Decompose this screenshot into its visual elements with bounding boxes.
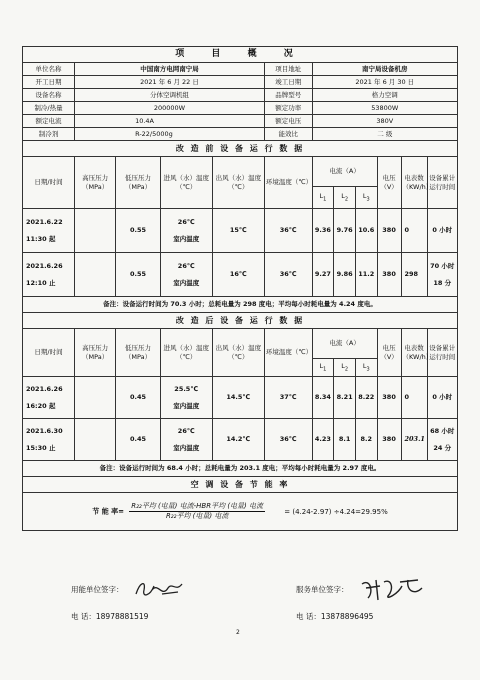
user-signature bbox=[132, 576, 188, 602]
value-rated-current: 10.4A bbox=[75, 115, 265, 128]
cell-high-pressure bbox=[75, 253, 116, 297]
value-unit-name: 中国南方电网南宁局 bbox=[75, 63, 265, 76]
header-l1: $L_1$ bbox=[312, 359, 334, 377]
cell-outlet-temp: 16℃ bbox=[212, 253, 264, 297]
cell-low-pressure: 0.45 bbox=[116, 377, 160, 419]
cell-datetime: 2021.6.22 11:30 起 bbox=[23, 209, 75, 253]
saving-formula bbox=[23, 493, 458, 531]
cell-high-pressure bbox=[75, 419, 116, 461]
table-row bbox=[23, 209, 458, 253]
cell-outlet-temp: 14.2℃ bbox=[212, 419, 264, 461]
header-voltage: 电压（V） bbox=[377, 157, 401, 209]
cell-inlet-temp: 26℃ 室内温度 bbox=[160, 419, 212, 461]
value-brand-model: 格力空调 bbox=[312, 89, 457, 102]
header-current: 电流（A） bbox=[312, 329, 377, 359]
cell-inlet-temp: 25.5℃ 室内温度 bbox=[160, 377, 212, 419]
header-runtime: 设备累计运行时间 bbox=[427, 329, 457, 377]
table-row bbox=[23, 419, 458, 461]
cell-l3: 8.2 bbox=[355, 419, 377, 461]
user-unit-label: 用能单位签字： bbox=[71, 585, 124, 594]
label-rated-current: 额定电流 bbox=[23, 115, 75, 128]
value-rated-power: 53800W bbox=[312, 102, 457, 115]
cell-runtime: 0 小时 bbox=[427, 377, 457, 419]
header-low-pressure: 低压压力（MPa） bbox=[116, 157, 160, 209]
cell-l1: 9.36 bbox=[312, 209, 334, 253]
cell-high-pressure bbox=[75, 209, 116, 253]
header-outlet-temp: 出风（水）温度（℃） bbox=[212, 157, 264, 209]
label-refrigerant: 制冷剂 bbox=[23, 128, 75, 141]
cell-voltage: 380 bbox=[377, 209, 401, 253]
header-meter: 电表数（KW/h） bbox=[401, 157, 427, 209]
saving-title: 空 调 设 备 节 能 率 bbox=[23, 477, 458, 493]
header-inlet-temp: 进风（水）温度（℃） bbox=[160, 329, 212, 377]
cell-l2: 9.86 bbox=[334, 253, 356, 297]
value-refrigerant: R-22/5000g bbox=[75, 128, 265, 141]
label-start-date: 开工日期 bbox=[23, 76, 75, 89]
after-title: 改 造 后 设 备 运 行 数 据 bbox=[23, 313, 458, 329]
label-efficiency: 能效比 bbox=[264, 128, 312, 141]
label-brand-model: 品牌型号 bbox=[264, 89, 312, 102]
header-l3: $L_3$ bbox=[355, 187, 377, 209]
header-l3: $L_3$ bbox=[355, 359, 377, 377]
value-cooling-capacity: 200000W bbox=[75, 102, 265, 115]
header-high-pressure: 高压压力（MPa） bbox=[75, 329, 116, 377]
page-number: 2 bbox=[236, 629, 240, 636]
cell-l1: 8.34 bbox=[312, 377, 334, 419]
value-start-date: 2021 年 6 月 22 日 bbox=[75, 76, 265, 89]
label-unit-name: 单位名称 bbox=[23, 63, 75, 76]
before-note: 备注：设备运行时间为 70.3 小时；总耗电量为 298 度电；平均每小时耗电量为 4.24 度电。 bbox=[23, 297, 458, 313]
header-l1: $L_1$ bbox=[312, 187, 334, 209]
label-project-address: 项目地址 bbox=[264, 63, 312, 76]
cell-ambient-temp: 36℃ bbox=[264, 209, 312, 253]
cell-datetime: 2021.6.30 15:30 止 bbox=[23, 419, 75, 461]
label-cooling-capacity: 制冷/热量 bbox=[23, 102, 75, 115]
cell-meter: 0 bbox=[401, 209, 427, 253]
value-project-address: 南宁局设备机房 bbox=[312, 63, 457, 76]
service-phone: 电 话：13878896495 bbox=[296, 612, 374, 621]
header-high-pressure: 高压压力（MPa） bbox=[75, 157, 116, 209]
cell-meter: 298 bbox=[401, 253, 427, 297]
service-unit-label: 服务单位签字： bbox=[296, 585, 349, 594]
cell-ambient-temp: 36℃ bbox=[264, 253, 312, 297]
value-end-date: 2021 年 6 月 30 日 bbox=[312, 76, 457, 89]
saving-numerator: R₂₂平均 (电量) 电流-HBR平均 (电量) 电流 bbox=[131, 502, 264, 511]
label-rated-power: 额定功率 bbox=[264, 102, 312, 115]
header-voltage: 电压（V） bbox=[377, 329, 401, 377]
cell-l3: 8.22 bbox=[355, 377, 377, 419]
cell-runtime: 0 小时 bbox=[427, 209, 457, 253]
header-current: 电流（A） bbox=[312, 157, 377, 187]
cell-l2: 9.76 bbox=[334, 209, 356, 253]
header-runtime: 设备累计运行时间 bbox=[427, 157, 457, 209]
cell-meter: 0 bbox=[401, 377, 427, 419]
header-datetime: 日期/时间 bbox=[23, 157, 75, 209]
service-signature bbox=[358, 574, 428, 604]
header-outlet-temp: 出风（水）温度（℃） bbox=[212, 329, 264, 377]
header-ambient-temp: 环境温度（℃） bbox=[264, 329, 312, 377]
value-device-name: 分体空调机组 bbox=[75, 89, 265, 102]
cell-voltage: 380 bbox=[377, 377, 401, 419]
saving-result: = (4.24-2.97) ÷4.24=29.95% bbox=[284, 507, 388, 516]
value-efficiency: 二 级 bbox=[312, 128, 457, 141]
cell-outlet-temp: 14.5℃ bbox=[212, 377, 264, 419]
cell-meter-handwritten: 203.1 bbox=[401, 419, 427, 461]
header-low-pressure: 低压压力（MPa） bbox=[116, 329, 160, 377]
cell-l2: 8.21 bbox=[334, 377, 356, 419]
before-title: 改 造 前 设 备 运 行 数 据 bbox=[23, 141, 458, 157]
cell-runtime: 70 小时 18 分 bbox=[427, 253, 457, 297]
value-rated-voltage: 380V bbox=[312, 115, 457, 128]
header-l2: $L_2$ bbox=[334, 359, 356, 377]
saving-fraction bbox=[129, 502, 265, 521]
label-device-name: 设备名称 bbox=[23, 89, 75, 102]
cell-low-pressure: 0.55 bbox=[116, 209, 160, 253]
header-meter: 电表数（KW/h） bbox=[401, 329, 427, 377]
cell-ambient-temp: 37℃ bbox=[264, 377, 312, 419]
cell-l2: 8.1 bbox=[334, 419, 356, 461]
cell-datetime: 2021.6.26 12:10 止 bbox=[23, 253, 75, 297]
label-rated-voltage: 额定电压 bbox=[264, 115, 312, 128]
table-row bbox=[23, 377, 458, 419]
after-note: 备注：设备运行时间为 68.4 小时；总耗电量为 203.1 度电；平均每小时耗电量为 2.97 度电。 bbox=[23, 461, 458, 477]
cell-low-pressure: 0.45 bbox=[116, 419, 160, 461]
cell-inlet-temp: 26℃ 室内温度 bbox=[160, 253, 212, 297]
cell-outlet-temp: 15℃ bbox=[212, 209, 264, 253]
cell-voltage: 380 bbox=[377, 253, 401, 297]
cell-runtime: 68 小时 24 分 bbox=[427, 419, 457, 461]
cell-inlet-temp: 26℃ 室内温度 bbox=[160, 209, 212, 253]
cell-low-pressure: 0.55 bbox=[116, 253, 160, 297]
cell-l3: 10.6 bbox=[355, 209, 377, 253]
label-end-date: 竣工日期 bbox=[264, 76, 312, 89]
header-datetime: 日期/时间 bbox=[23, 329, 75, 377]
header-l2: $L_2$ bbox=[334, 187, 356, 209]
saving-label: 节 能 率= bbox=[92, 507, 125, 516]
cell-datetime: 2021.6.26 16:20 起 bbox=[23, 377, 75, 419]
overview-title: 项 目 概 况 bbox=[23, 47, 458, 63]
cell-ambient-temp: 36℃ bbox=[264, 419, 312, 461]
user-phone: 电 话：18978881519 bbox=[71, 612, 149, 621]
saving-denominator: R₂₂平均 (电量) 电流 bbox=[165, 512, 229, 520]
header-ambient-temp: 环境温度（℃） bbox=[264, 157, 312, 209]
cell-l1: 9.27 bbox=[312, 253, 334, 297]
header-inlet-temp: 进风（水）温度（℃） bbox=[160, 157, 212, 209]
project-table bbox=[22, 46, 458, 531]
cell-l3: 11.2 bbox=[355, 253, 377, 297]
table-row bbox=[23, 253, 458, 297]
cell-voltage: 380 bbox=[377, 419, 401, 461]
cell-high-pressure bbox=[75, 377, 116, 419]
cell-l1: 4.23 bbox=[312, 419, 334, 461]
